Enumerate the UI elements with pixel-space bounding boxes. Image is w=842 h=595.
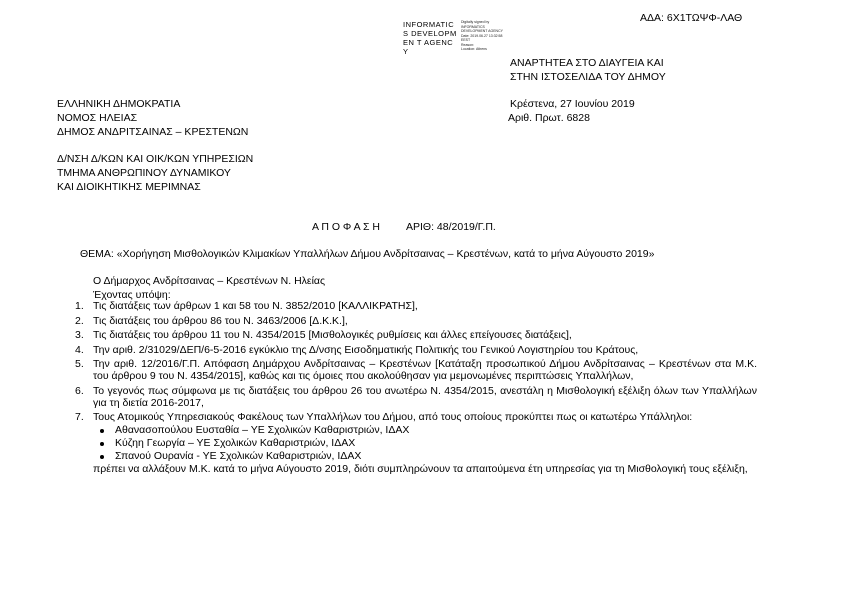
signature-details: Digitally signed by INFORMATICS DEVELOPMENT AGENCY Date: 2019.06.27 13:32:58 EEST Reason: Location: Athens [461,20,503,51]
employee-item [93,437,757,450]
decision-title: Α Π Ο Φ Α Σ Η [312,221,380,233]
item-number: 4. [75,343,84,356]
item-number: 5. [75,358,84,370]
list-item [75,385,757,409]
item-number: 6. [75,384,84,397]
document-date: Κρέστενα, 27 Ιουνίου 2019 [510,98,635,110]
bullet-icon [100,442,104,446]
item-number: 2. [75,314,84,327]
posting-note-line-1: ΑΝΑΡΤΗΤΕΑ ΣΤΟ ΔΙΑΥΓΕΙΑ ΚΑΙ [510,57,664,69]
signature-organization: INFORMATICS DEVELOPMEN T AGENCY [403,20,457,56]
header-municipality: ΔΗΜΟΣ ΑΝΔΡΙΤΣΑΙΝΑΣ – ΚΡΕΣΤΕΝΩΝ [57,126,249,138]
department-line-3: ΚΑΙ ΔΙΟΙΚΗΤΙΚΗΣ ΜΕΡΙΜΝΑΣ [57,181,201,193]
ada-code: ΑΔΑ: 6Χ1ΤΩΨΦ-ΛΑΘ [640,12,743,24]
bullet-icon [100,455,104,459]
list-item [75,300,757,312]
department-line-1: Δ/ΝΣΗ Δ/ΚΩΝ ΚΑΙ ΟΙΚ/ΚΩΝ ΥΠΗΡΕΣΙΩΝ [57,153,254,165]
bullet-icon [100,429,104,433]
employee-text: Κύζηη Γεωργία – ΥΕ Σχολικών Καθαριστριών, ΙΔΑΧ [115,437,356,449]
item-text: Τους Ατομικούς Υπηρεσιακούς Φακέλους των Υπαλλήλων του Δήμου, από τους οποίους προκύπτει πως οι κατωτέρω Υπάλληλοι: [93,411,693,423]
item-text: Την αριθ. 2/31029/ΔΕΠ/6-5-2016 εγκύκλιο της Δ/νσης Εισοδηματικής Πολιτικής του Γενικού Λογιστηρίου του Κράτους, [93,343,639,356]
employee-item [93,424,757,437]
intro-considering: Έχοντας υπόψη: [93,289,171,301]
item-number: 1. [75,300,84,312]
list-item [75,315,757,327]
employee-list [93,424,757,463]
department-line-2: ΤΜΗΜΑ ΑΝΘΡΩΠΙΝΟΥ ΔΥΝΑΜΙΚΟΥ [57,167,231,179]
header-country: ΕΛΛΗΝΙΚΗ ΔΗΜΟΚΡΑΤΙΑ [57,98,181,110]
considerations-list [75,300,757,478]
item-text: Την αριθ. 12/2016/Γ.Π. Απόφαση Δημάρχου Ανδρίτσαινας – Κρεστένων [Κατάταξη προσωπικού Δήμου Ανδρίτσαινας – Κρεστένων στα Μ.Κ. του άρθρου 9 του Ν. 4354/2015], καθώς και τις όμοιες που ακολούθησαν για μεμονωμένες περιπτώσεις Υπαλλήλων, [93,358,757,382]
item-text: Τις διατάξεις των άρθρων 1 και 58 του Ν. 3852/2010 [ΚΑΛΛΙΚΡΑΤΗΣ], [93,300,418,312]
intro-mayor: Ο Δήμαρχος Ανδρίτσαινας – Κρεστένων Ν. Ηλείας [93,275,326,287]
item-number: 3. [75,329,84,341]
list-item [75,344,757,356]
list-item [75,411,757,475]
item-text: Το γεγονός πως σύμφωνα με τις διατάξεις του άρθρου 26 του ανωτέρω Ν. 4354/2015, ανεστάλη η Μισθολογική εξέλιξη όλων των Υπαλλήλων για τη διετία 2016-2017, [93,384,757,409]
header-prefecture: ΝΟΜΟΣ ΗΛΕΙΑΣ [57,112,138,124]
list-item [75,329,757,341]
employee-text: Σπανού Ουρανία - ΥΕ Σχολικών Καθαριστριών, ΙΔΑΧ [115,450,362,462]
list-item [75,358,757,382]
employee-item [93,450,757,463]
employee-text: Αθανασοπούλου Ευσταθία – ΥΕ Σχολικών Καθαριστριών, ΙΔΑΧ [115,424,410,436]
posting-note-line-2: ΣΤΗΝ ΙΣΤΟΣΕΛΙΔΑ ΤΟΥ ΔΗΜΟΥ [510,71,666,83]
decision-number: ΑΡΙΘ: 48/2019/Γ.Π. [406,221,496,233]
after-list-text: πρέπει να αλλάξουν Μ.Κ. κατά το μήνα Αύγουστο 2019, διότι συμπληρώνουν τα απαιτούμενα έτη υπηρεσίας για τη Μισθολογική τους εξέλιξη, [93,463,748,475]
subject-line: ΘΕΜΑ: «Χορήγηση Μισθολογικών Κλιμακίων Υπαλλήλων Δήμου Ανδρίτσαινας – Κρεστένων, κατά το μήνα Αύγουστο 2019» [80,248,655,260]
item-text: Τις διατάξεις του άρθρου 11 του Ν. 4354/2015 [Μισθολογικές ρυθμίσεις και άλλες επείγουσες διατάξεις], [93,329,572,341]
item-text: Τις διατάξεις του άρθρου 86 του Ν. 3463/2006 [Δ.Κ.Κ.], [93,314,348,327]
protocol-number: Αριθ. Πρωτ. 6828 [508,112,590,124]
item-number: 7. [75,411,84,423]
digital-signature-stamp [403,20,513,56]
